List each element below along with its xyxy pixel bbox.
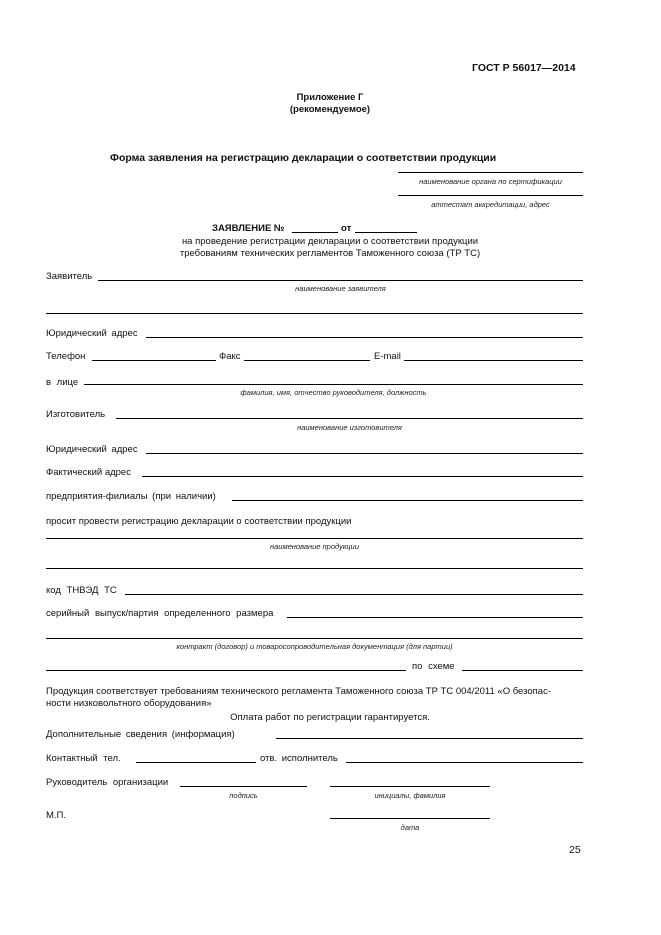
conformity-line-1: Продукция соответствует требованиям технического регламента Таможенного союза ТР ТС 004/2011 «О безопас- <box>46 686 552 697</box>
executor-label: отв. исполнитель <box>260 753 338 764</box>
manufacturer-line[interactable] <box>116 418 583 419</box>
additional-info-line[interactable] <box>276 738 583 739</box>
contact-phone-label: Контактный тел. <box>46 753 121 764</box>
phone-label: Телефон <box>46 351 86 362</box>
request-label: просит провести регистрацию декларации о соответствии продукции <box>46 516 352 527</box>
applicant-caption: наименование заявителя <box>295 284 386 293</box>
cert-body-line[interactable] <box>398 172 583 173</box>
manufacturer-caption: наименование изготовителя <box>297 423 402 432</box>
form-title: Форма заявления на регистрацию декларации о соответствии продукции <box>110 152 497 164</box>
statement-line-1: на проведение регистрации декларации о соответствии продукции <box>181 236 479 247</box>
product-line-2[interactable] <box>46 568 583 569</box>
signature-line[interactable] <box>180 786 307 787</box>
scheme-label: по схеме <box>412 661 455 672</box>
email-label: E-mail <box>374 351 401 362</box>
accreditation-line[interactable] <box>398 195 583 196</box>
phone-line[interactable] <box>92 360 216 361</box>
legal-address-2-line[interactable] <box>146 453 583 454</box>
statement-number-line[interactable] <box>292 232 338 233</box>
tnved-line[interactable] <box>125 594 583 595</box>
statement-title: ЗАЯВЛЕНИЕ № <box>212 223 285 234</box>
additional-info-label: Дополнительные сведения (информация) <box>46 729 235 740</box>
payment-text: Оплата работ по регистрации гарантируется. <box>230 712 430 723</box>
fax-label: Факс <box>219 351 241 362</box>
head-label: Руководитель организации <box>46 777 169 788</box>
initials-caption: инициалы, фамилия <box>374 791 446 800</box>
product-line[interactable] <box>46 538 583 539</box>
legal-address-label: Юридический адрес <box>46 328 138 339</box>
product-caption: наименование продукции <box>269 542 359 551</box>
contract-caption: контракт (договор) и товаросопроводительная документация (для партии) <box>176 642 453 651</box>
executor-line[interactable] <box>346 762 583 763</box>
date-caption: дата <box>400 823 420 832</box>
standard-number: ГОСТ Р 56017—2014 <box>472 62 576 74</box>
tnved-label: код ТНВЭД ТС <box>46 585 117 596</box>
date-line[interactable] <box>330 818 490 819</box>
initials-line[interactable] <box>330 786 490 787</box>
scheme-prefix-line[interactable] <box>46 670 406 671</box>
applicant-line-2[interactable] <box>46 313 583 314</box>
branches-line[interactable] <box>232 500 583 501</box>
branches-label: предприятия-филиалы (при наличии) <box>46 491 216 502</box>
actual-address-label: Фактический адрес <box>46 467 131 478</box>
appendix-subtitle: (рекомендуемое) <box>289 104 371 115</box>
signature-caption: подпись <box>229 791 258 800</box>
in-person-line[interactable] <box>84 384 583 385</box>
in-person-label: в лице <box>46 377 79 388</box>
statement-from: от <box>341 223 352 234</box>
manufacturer-label: Изготовитель <box>46 409 106 420</box>
manager-caption: фамилия, имя, отчество руководителя, должность <box>240 388 427 397</box>
fax-line[interactable] <box>244 360 370 361</box>
statement-date-line[interactable] <box>355 232 417 233</box>
actual-address-line[interactable] <box>142 476 583 477</box>
serial-label: серийный выпуск/партия определенного размера <box>46 608 274 619</box>
contract-line[interactable] <box>46 638 583 639</box>
serial-line[interactable] <box>287 617 583 618</box>
legal-address-2-label: Юридический адрес <box>46 444 138 455</box>
contact-phone-line[interactable] <box>136 762 256 763</box>
applicant-line[interactable] <box>98 280 583 281</box>
scheme-line[interactable] <box>462 670 583 671</box>
stamp-label: М.П. <box>46 810 67 821</box>
applicant-label: Заявитель <box>46 271 93 282</box>
appendix-title: Приложение Г <box>296 92 364 103</box>
page-number: 25 <box>569 844 581 856</box>
conformity-line-2: ности низковольтного оборудования» <box>46 698 212 709</box>
email-line[interactable] <box>404 360 583 361</box>
cert-body-caption: наименование органа по сертификации <box>419 177 562 186</box>
statement-line-2: требованиям технических регламентов Таможенного союза (ТР ТС) <box>179 248 481 259</box>
legal-address-line[interactable] <box>146 337 583 338</box>
accreditation-caption: аттестат аккредитации, адрес <box>431 200 550 209</box>
